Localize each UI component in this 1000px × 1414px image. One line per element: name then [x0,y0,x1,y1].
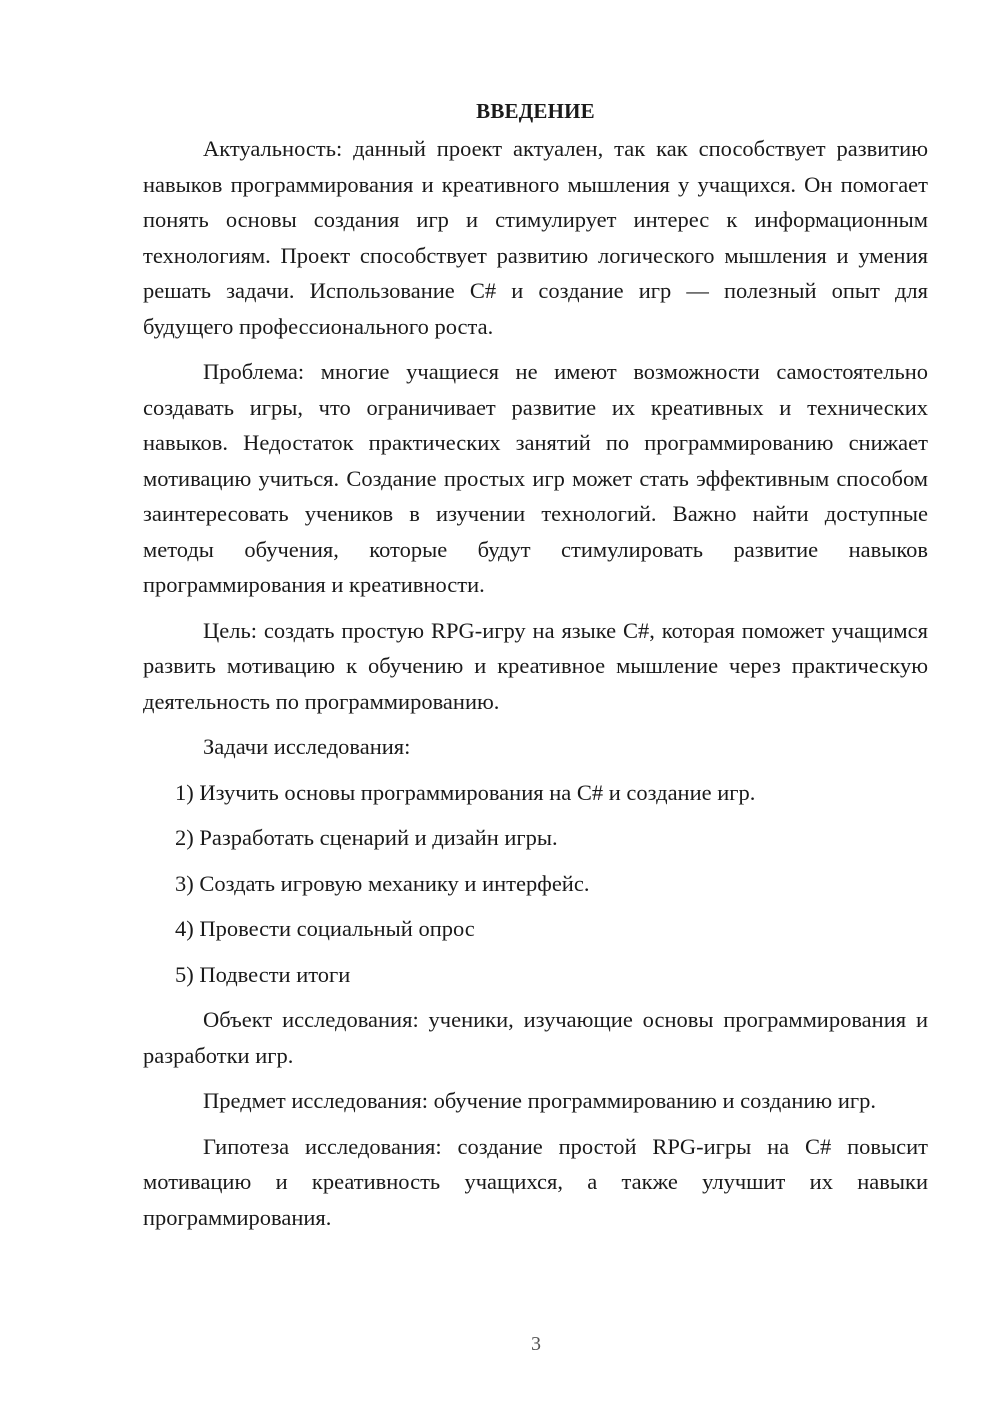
paragraph-object: Объект исследования: ученики, изучающие основы программирования и разработки игр. [143,1007,928,1068]
list-item: 2) Разработать сценарий и дизайн игры. [175,825,558,850]
list-item: 5) Подвести итоги [175,961,351,987]
list-item: 3) Создать игровую механику и интерфейс. [175,870,590,896]
page-number: 3 [531,1333,541,1355]
list-item: 1) Изучить основы программирования на C# и создание игр. [175,779,756,805]
paragraph-problem: Проблема: многие учащиеся не имеют возможности самостоятельно создавать игры, что ограничивает развитие их креативных и технических навыков. Недостаток практических занятий по программированию снижает мотивацию учиться. Создание простых игр может стать эффективным способом заинтересовать учеников в изучении технологий. Важно найти доступные методы обучения, которые будут стимулировать развитие навыков программирования и креативности. [143,359,928,597]
paragraph-relevance: Актуальность: данный проект актуален, так как способствует развитию навыков программирования и креативного мышления у учащихся. Он помогает понять основы создания игр и стимулирует интерес к информационным технологиям. Проект способствует развитию логического мышления и умения решать задачи. Использование C# и создание игр — полезный опыт для будущего профессионального роста. [143,136,928,339]
list-item: 4) Провести социальный опрос [175,916,475,941]
paragraph-goal: Цель: создать простую RPG-игру на языке C#, которая поможет учащимся развить мотивацию к обучению и креативное мышление через практическую деятельность по программированию. [143,617,928,714]
tasks-heading: Задачи исследования: [203,734,411,759]
document-page [143,96,928,1245]
tasks-list [143,775,928,993]
paragraph-hypothesis: Гипотеза исследования: создание простой RPG-игры на C# повысит мотивацию и креативность учащихся, а также улучшит их навыки программирования. [143,1133,928,1230]
page-title: ВВЕДЕНИЕ [476,99,595,123]
paragraph-subject: Предмет исследования: обучение программированию и созданию игр. [203,1088,876,1113]
